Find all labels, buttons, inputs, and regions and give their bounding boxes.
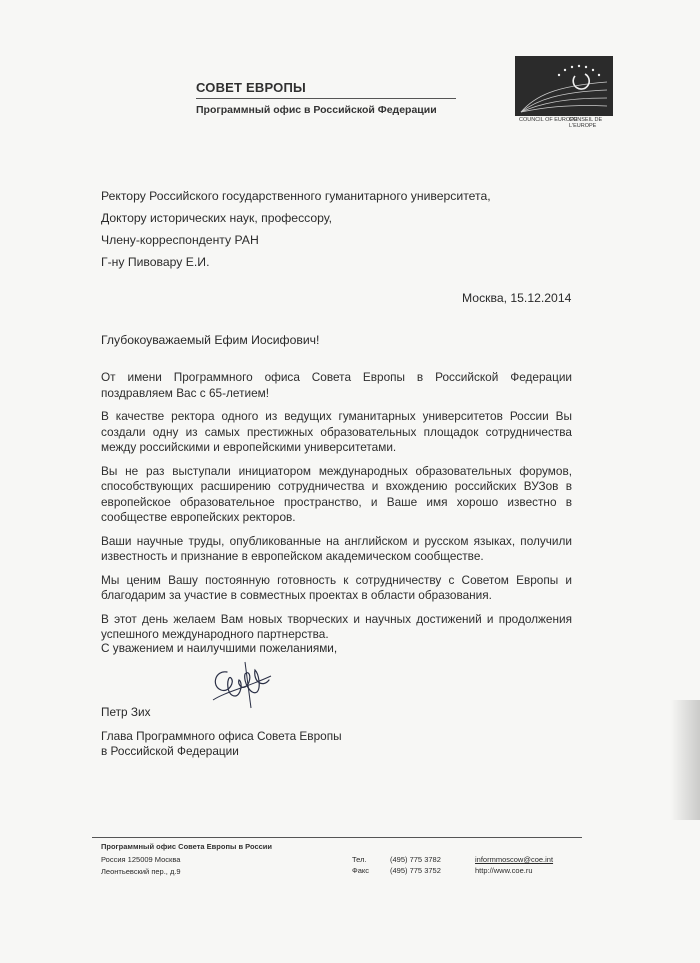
body-paragraph: Мы ценим Вашу постоянную готовность к сотрудничеству с Советом Европы и благодарим за участие в совместных проектах в области образования. [101, 572, 572, 602]
header-organization: СОВЕТ ЕВРОПЫ [196, 80, 306, 95]
body-paragraph: Ваши научные труды, опубликованные на английском и русском языках, получили известность и признание в европейском академическом сообществе. [101, 533, 572, 563]
letter-date: Москва, 15.12.2014 [462, 291, 572, 305]
footer-fax-value: (495) 775 3752 [390, 866, 441, 875]
scan-shadow [670, 700, 700, 820]
addressee-block [101, 185, 491, 273]
logo-label-english: COUNCIL OF EUROPE [519, 117, 578, 123]
addressee-line: Ректору Российского государственного гуманитарного университета, [101, 189, 491, 203]
footer-divider [92, 837, 582, 838]
logo-label-french: CONSEIL DE L'EUROPE [569, 117, 603, 129]
footer-tel-value: (495) 775 3782 [390, 855, 441, 864]
header-office: Программный офис в Российской Федерации [196, 104, 437, 116]
signature-icon [205, 652, 275, 712]
footer-address-line: Леонтьевский пер., д.9 [101, 867, 181, 876]
greeting: Глубокоуважаемый Ефим Иосифович! [101, 333, 320, 347]
signer-title: Глава Программного офиса Совета Европы [101, 729, 342, 743]
signer-region: в Российской Федерации [101, 744, 239, 758]
body-paragraph: В этот день желаем Вам новых творческих и научных достижений и продолжения успешного международного партнерства. [101, 611, 572, 641]
footer-fax-label: Факс [352, 866, 369, 875]
footer-address-line: Россия 125009 Москва [101, 855, 181, 864]
body-paragraph: В качестве ректора одного из ведущих гуманитарных университетов России Вы создали одну из самых престижных образовательных площадок сотрудничества между российскими и европейскими университетами. [101, 409, 572, 454]
body-paragraph: Вы не раз выступали инициатором международных образовательных форумов, способствующих расширению сотрудничества и вхождению российских ВУЗов в европейское образовательное пространство, и Ваше имя хорошо известно в сообществе европейских ректоров. [101, 463, 572, 524]
header-divider [196, 98, 456, 99]
footer-tel-label: Тел. [352, 855, 367, 864]
letter-body [101, 370, 572, 651]
addressee-line: Доктору исторических наук, профессору, [101, 211, 333, 225]
footer-title: Программный офис Совета Европы в России [101, 842, 273, 851]
footer-email-link[interactable]: informmoscow@coe.int [475, 855, 554, 864]
body-paragraph: От имени Программного офиса Совета Европы в Российской Федерации поздравляем Вас с 65-летием! [101, 370, 572, 400]
council-of-europe-logo [515, 56, 613, 116]
addressee-line: Члену-корреспонденту РАН [101, 233, 259, 247]
addressee-line: Г-ну Пивовару Е.И. [101, 255, 210, 269]
signer-name: Петр Зих [101, 705, 151, 719]
logo-emblem-icon [515, 56, 613, 116]
footer-website-link[interactable]: http://www.coe.ru [475, 866, 533, 875]
closing-line: С уважением и наилучшими пожеланиями, [101, 641, 338, 655]
